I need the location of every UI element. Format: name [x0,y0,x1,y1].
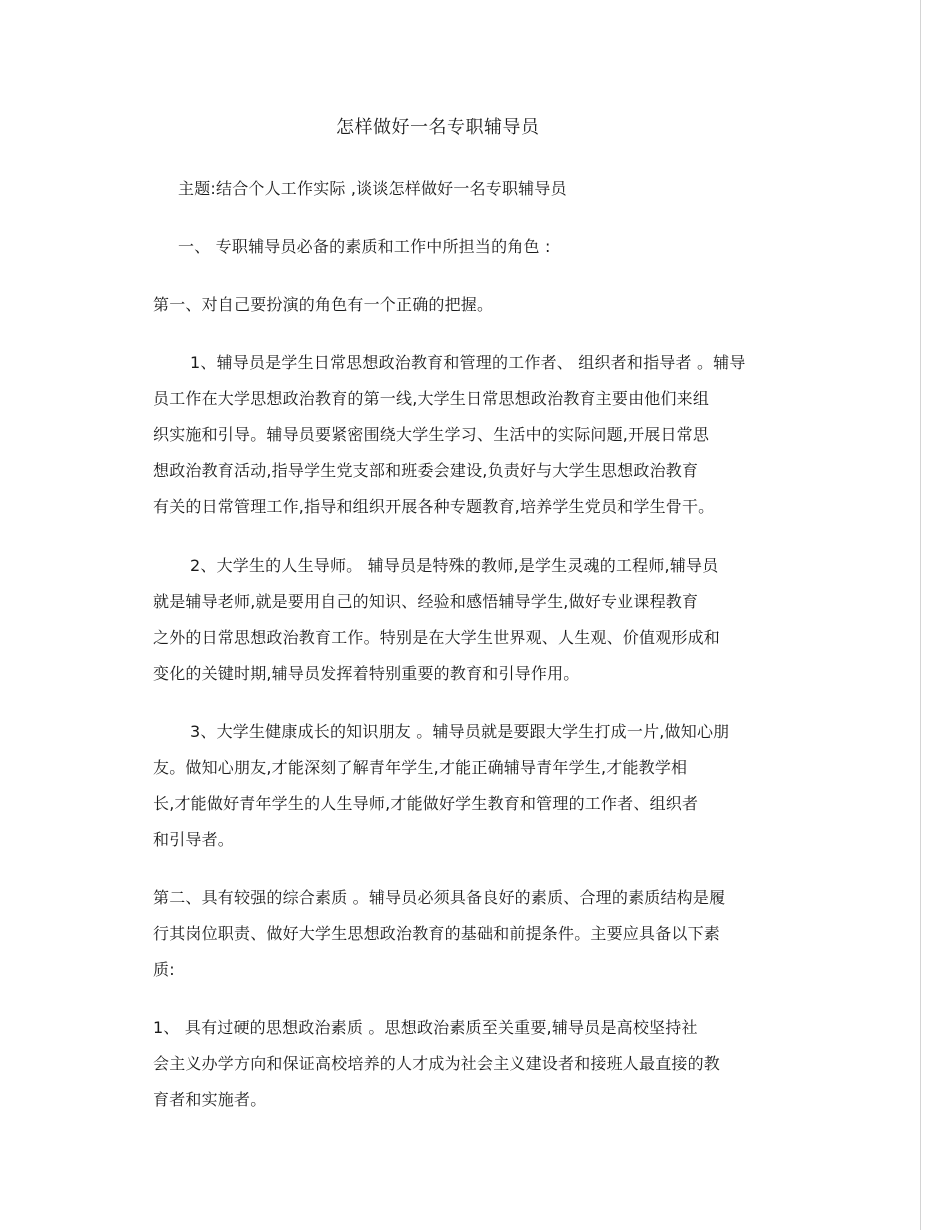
part-heading: 第一、对自己要扮演的角色有一个正确的把握。 [153,295,494,314]
paragraph-line: 和引导者。 [153,830,235,849]
document-title: 怎样做好一名专职辅导员 [336,117,540,138]
paragraph-line: 想政治教育活动,指导学生党支部和班委会建设,负责好与大学生思想政治教育 [153,461,699,480]
paragraph-line: 员工作在大学思想政治教育的第一线,大学生日常思想政治教育主要由他们来组 [153,389,710,408]
document-subtitle: 主题:结合个人工作实际 ,谈谈怎样做好一名专职辅导员 [178,179,567,198]
paragraph-line: 第二、具有较强的综合素质 。辅导员必须具备良好的素质、合理的素质结构是履 [153,888,726,907]
section-heading: 一、 专职辅导员必备的素质和工作中所担当的角色 : [178,237,551,256]
paragraph-line: 行其岗位职责、做好大学生思想政治教育的基础和前提条件。主要应具备以下素 [153,924,721,943]
paragraph-line: 2、大学生的人生导师。 辅导员是特殊的教师,是学生灵魂的工程师,辅导员 [190,556,719,575]
paragraph-line: 变化的关键时期,辅导员发挥着特别重要的教育和引导作用。 [153,664,580,683]
paragraph-line: 有关的日常管理工作,指导和组织开展各种专题教育,培养学生党员和学生骨干。 [153,497,715,516]
paragraph-line: 就是辅导老师,就是要用自己的知识、经验和感悟辅导学生,做好专业课程教育 [153,592,699,611]
paragraph-line: 会主义办学方向和保证高校培养的人才成为社会主义建设者和接班人最直接的教 [153,1054,721,1073]
paragraph-line: 之外的日常思想政治教育工作。特别是在大学生世界观、人生观、价值观形成和 [153,628,721,647]
page-edge [920,0,921,1230]
paragraph-line: 育者和实施者。 [153,1090,267,1109]
paragraph-line: 3、大学生健康成长的知识朋友 。辅导员就是要跟大学生打成一片,做知心朋 [190,722,730,741]
paragraph-line: 织实施和引导。辅导员要紧密围绕大学生学习、生活中的实际问题,开展日常思 [153,425,710,444]
paragraph-line: 长,才能做好青年学生的人生导师,才能做好学生教育和管理的工作者、组织者 [153,794,699,813]
paragraph-line: 1、 具有过硬的思想政治素质 。思想政治素质至关重要,辅导员是高校坚持社 [153,1018,698,1037]
paragraph-line: 1、辅导员是学生日常思想政治教育和管理的工作者、 组织者和指导者 。辅导 [190,353,746,372]
paragraph-line: 友。做知心朋友,才能深刻了解青年学生,才能正确辅导青年学生,才能教学相 [153,758,688,777]
paragraph-line: 质: [153,960,175,979]
